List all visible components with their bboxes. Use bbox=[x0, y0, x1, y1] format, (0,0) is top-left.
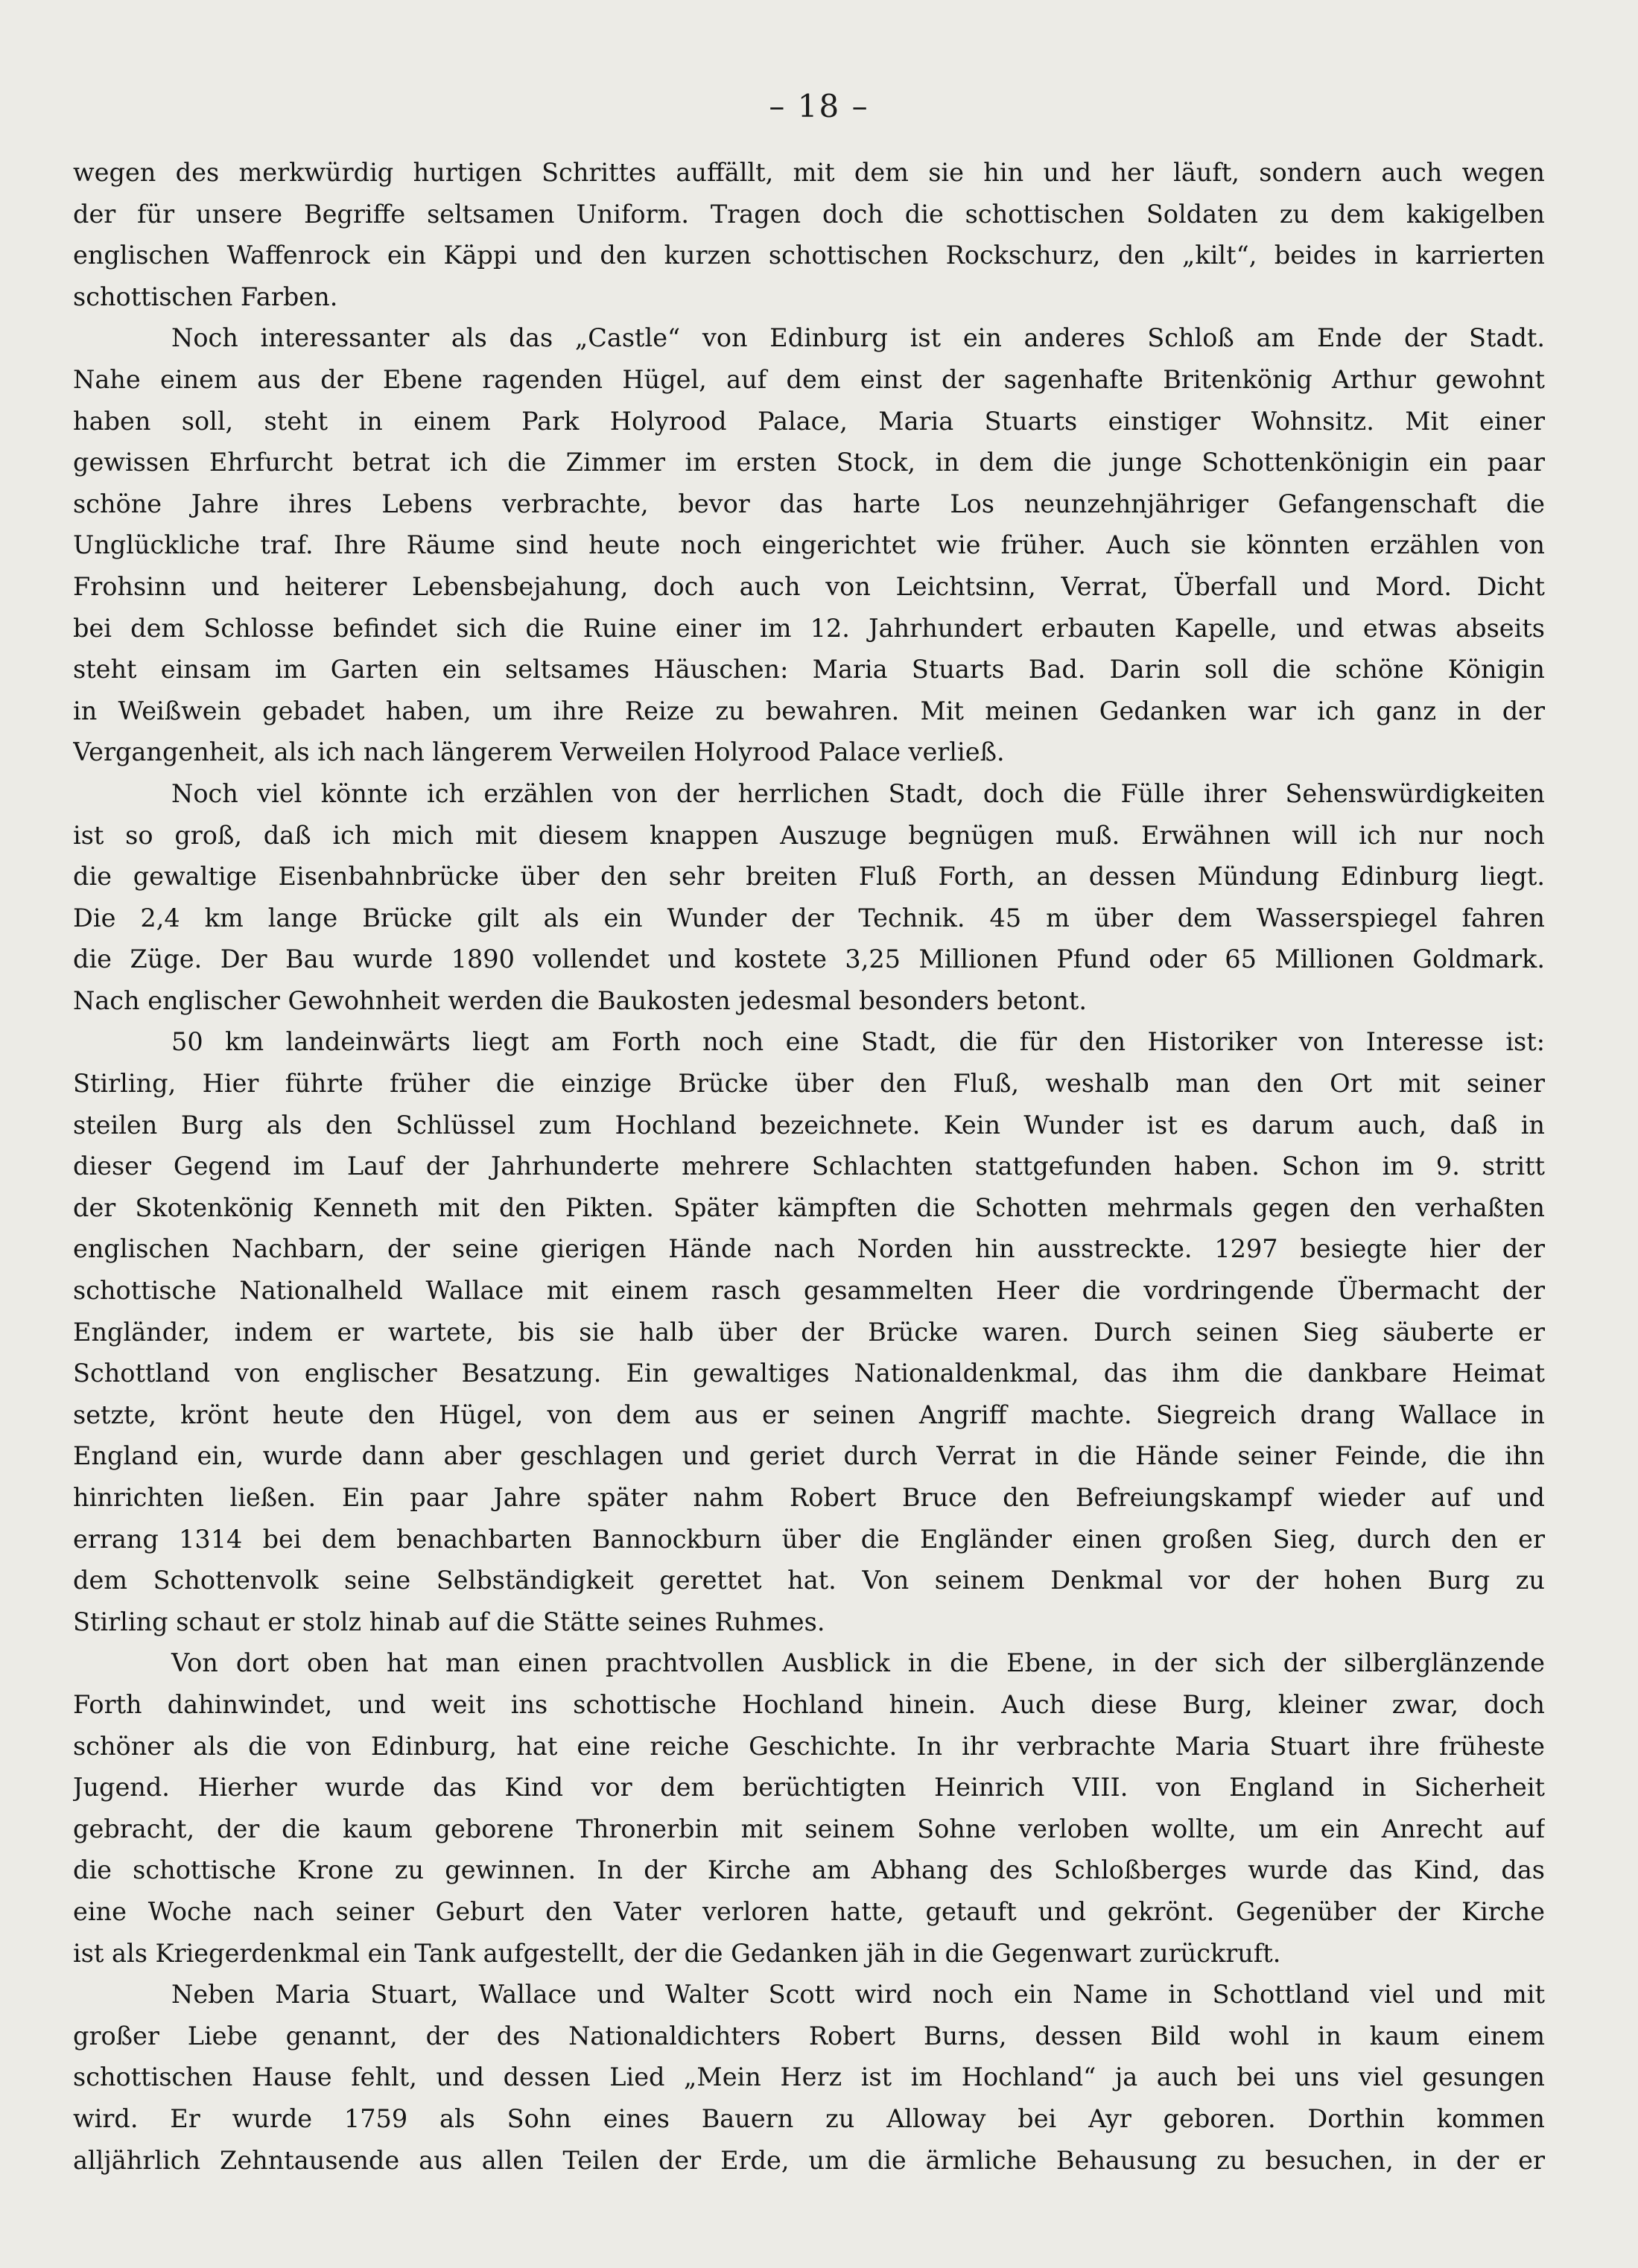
text-line: steht einsam im Garten ein seltsames Häuschen: Maria Stuarts Bad. Darin soll die schöne Königin bbox=[73, 655, 1545, 684]
text-line: schottischen Hause fehlt, und dessen Lied „Mein Herz ist im Hochland“ ja auch bei uns viel gesungen bbox=[73, 2062, 1545, 2092]
page-number: – 18 – bbox=[769, 88, 869, 124]
text-line: die gewaltige Eisenbahnbrücke über den sehr breiten Fluß Forth, an dessen Mündung Edinburg liegt. bbox=[73, 862, 1545, 892]
text-line: schöner als die von Edinburg, hat eine reiche Geschichte. In ihr verbrachte Maria Stuart ihre früheste bbox=[73, 1731, 1545, 1761]
text-line: Frohsinn und heiterer Lebensbejahung, doch auch von Leichtsinn, Verrat, Überfall und Mord. Dicht bbox=[73, 571, 1545, 601]
text-line: Schottland von englischer Besatzung. Ein gewaltiges Nationaldenkmal, das ihm die dankbare Heimat bbox=[73, 1359, 1545, 1388]
text-line: Vergangenheit, als ich nach längerem Verweilen Holyrood Palace verließ. bbox=[73, 737, 1005, 767]
text-line: Noch interessanter als das „Castle“ von Edinburg ist ein anderes Schloß am Ende der Stadt. bbox=[171, 323, 1545, 353]
text-line: bei dem Schlosse befindet sich die Ruine einer im 12. Jahrhundert erbauten Kapelle, und etwas abseits bbox=[73, 613, 1545, 643]
text-line: alljährlich Zehntausende aus allen Teilen der Erde, um die ärmliche Behausung zu besuchen, in der er bbox=[73, 2145, 1545, 2175]
text-line: Engländer, indem er wartete, bis sie halb über der Brücke waren. Durch seinen Sieg säuberte er bbox=[73, 1317, 1545, 1347]
text-line: hinrichten ließen. Ein paar Jahre später nahm Robert Bruce den Befreiungskampf wieder auf und bbox=[73, 1483, 1545, 1512]
body-text bbox=[73, 152, 1545, 2181]
text-line: gebracht, der die kaum geborene Thronerbin mit seinem Sohne verloben wollte, um ein Anrecht auf bbox=[73, 1814, 1545, 1843]
text-line: Noch viel könnte ich erzählen von der herrlichen Stadt, doch die Fülle ihrer Sehenswürdigkeiten bbox=[171, 778, 1545, 808]
text-line: wird. Er wurde 1759 als Sohn eines Bauern zu Alloway bei Ayr geboren. Dorthin kommen bbox=[73, 2103, 1545, 2133]
text-line: schottischen Farben. bbox=[73, 282, 338, 311]
text-line: Forth dahinwindet, und weit ins schottische Hochland hinein. Auch diese Burg, kleiner zwar, doch bbox=[73, 1689, 1545, 1719]
text-line: England ein, wurde dann aber geschlagen und geriet durch Verrat in die Hände seiner Feinde, die ihn bbox=[73, 1441, 1545, 1471]
text-line: Die 2,4 km lange Brücke gilt als ein Wunder der Technik. 45 m über dem Wasserspiegel fahren bbox=[73, 903, 1545, 933]
text-line: die schottische Krone zu gewinnen. In der Kirche am Abhang des Schloßberges wurde das Kind, das bbox=[73, 1855, 1545, 1885]
text-line: steilen Burg als den Schlüssel zum Hochland bezeichnete. Kein Wunder ist es darum auch, daß in bbox=[73, 1110, 1545, 1140]
text-line: schottische Nationalheld Wallace mit einem rasch gesammelten Heer die vordringende Übermacht der bbox=[73, 1276, 1545, 1306]
text-line: Nach englischer Gewohnheit werden die Baukosten jedesmal besonders betont. bbox=[73, 985, 1088, 1015]
text-line: ist als Kriegerdenkmal ein Tank aufgestellt, der die Gedanken jäh in die Gegenwart zurückruft. bbox=[73, 1938, 1281, 1968]
text-line: englischen Waffenrock ein Käppi und den kurzen schottischen Rockschurz, den „kilt“, beides in karrierten bbox=[73, 241, 1545, 270]
text-line: eine Woche nach seiner Geburt den Vater verloren hatte, getauft und gekrönt. Gegenüber der Kirche bbox=[73, 1896, 1545, 1926]
text-line: der Skotenkönig Kenneth mit den Pikten. Später kämpften die Schotten mehrmals gegen den verhaßten bbox=[73, 1192, 1545, 1222]
text-line: Nahe einem aus der Ebene ragenden Hügel, auf dem einst der sagenhafte Britenkönig Arthur gewohnt bbox=[73, 364, 1545, 394]
text-line: Jugend. Hierher wurde das Kind vor dem berüchtigten Heinrich VIII. von England in Sicherheit bbox=[73, 1773, 1545, 1802]
text-line: Stirling schaut er stolz hinab auf die Stätte seines Ruhmes. bbox=[73, 1607, 825, 1636]
text-line: in Weißwein gebadet haben, um ihre Reize zu bewahren. Mit meinen Gedanken war ich ganz in der bbox=[73, 696, 1545, 725]
text-line: dieser Gegend im Lauf der Jahrhunderte mehrere Schlachten stattgefunden haben. Schon im 9. stritt bbox=[73, 1152, 1545, 1181]
text-line: setzte, krönt heute den Hügel, von dem aus er seinen Angriff machte. Siegreich drang Wallace in bbox=[73, 1400, 1545, 1429]
text-line: wegen des merkwürdig hurtigen Schrittes auffällt, mit dem sie hin und her läuft, sondern auch wegen bbox=[73, 158, 1545, 187]
text-line: Stirling, Hier führte früher die einzige Brücke über den Fluß, weshalb man den Ort mit seiner bbox=[73, 1069, 1545, 1099]
text-line: dem Schottenvolk seine Selbständigkeit gerettet hat. Von seinem Denkmal vor der hohen Burg zu bbox=[73, 1566, 1545, 1595]
text-line: Unglückliche traf. Ihre Räume sind heute noch eingerichtet wie früher. Auch sie könnten erzählen von bbox=[73, 530, 1545, 560]
text-line: der für unsere Begriffe seltsamen Uniform. Tragen doch die schottischen Soldaten zu dem kakigelben bbox=[73, 199, 1545, 229]
text-line: Neben Maria Stuart, Wallace und Walter Scott wird noch ein Name in Schottland viel und mit bbox=[171, 1980, 1545, 2010]
text-line: großer Liebe genannt, der des Nationaldichters Robert Burns, dessen Bild wohl in kaum einem bbox=[73, 2021, 1545, 2051]
text-line: gewissen Ehrfurcht betrat ich die Zimmer im ersten Stock, in dem die junge Schottenkönigin ein paar bbox=[73, 448, 1545, 477]
text-line: englischen Nachbarn, der seine gierigen Hände nach Norden hin ausstreckte. 1297 besiegte hier der bbox=[73, 1234, 1545, 1264]
text-line: haben soll, steht in einem Park Holyrood Palace, Maria Stuarts einstiger Wohnsitz. Mit einer bbox=[73, 406, 1545, 436]
text-line: ist so groß, daß ich mich mit diesem knappen Auszuge begnügen muß. Erwähnen will ich nur noch bbox=[73, 820, 1545, 850]
text-line: schöne Jahre ihres Lebens verbrachte, bevor das harte Los neunzehnjähriger Gefangenschaft die bbox=[73, 489, 1545, 518]
text-line: 50 km landeinwärts liegt am Forth noch eine Stadt, die für den Historiker von Interesse ist: bbox=[171, 1027, 1545, 1057]
text-line: Von dort oben hat man einen prachtvollen Ausblick in die Ebene, in der sich der silberglänzende bbox=[171, 1648, 1545, 1678]
text-line: die Züge. Der Bau wurde 1890 vollendet und kostete 3,25 Millionen Pfund oder 65 Millionen Goldmark. bbox=[73, 944, 1545, 974]
text-line: errang 1314 bei dem benachbarten Bannockburn über die Engländer einen großen Sieg, durch den er bbox=[73, 1524, 1545, 1554]
